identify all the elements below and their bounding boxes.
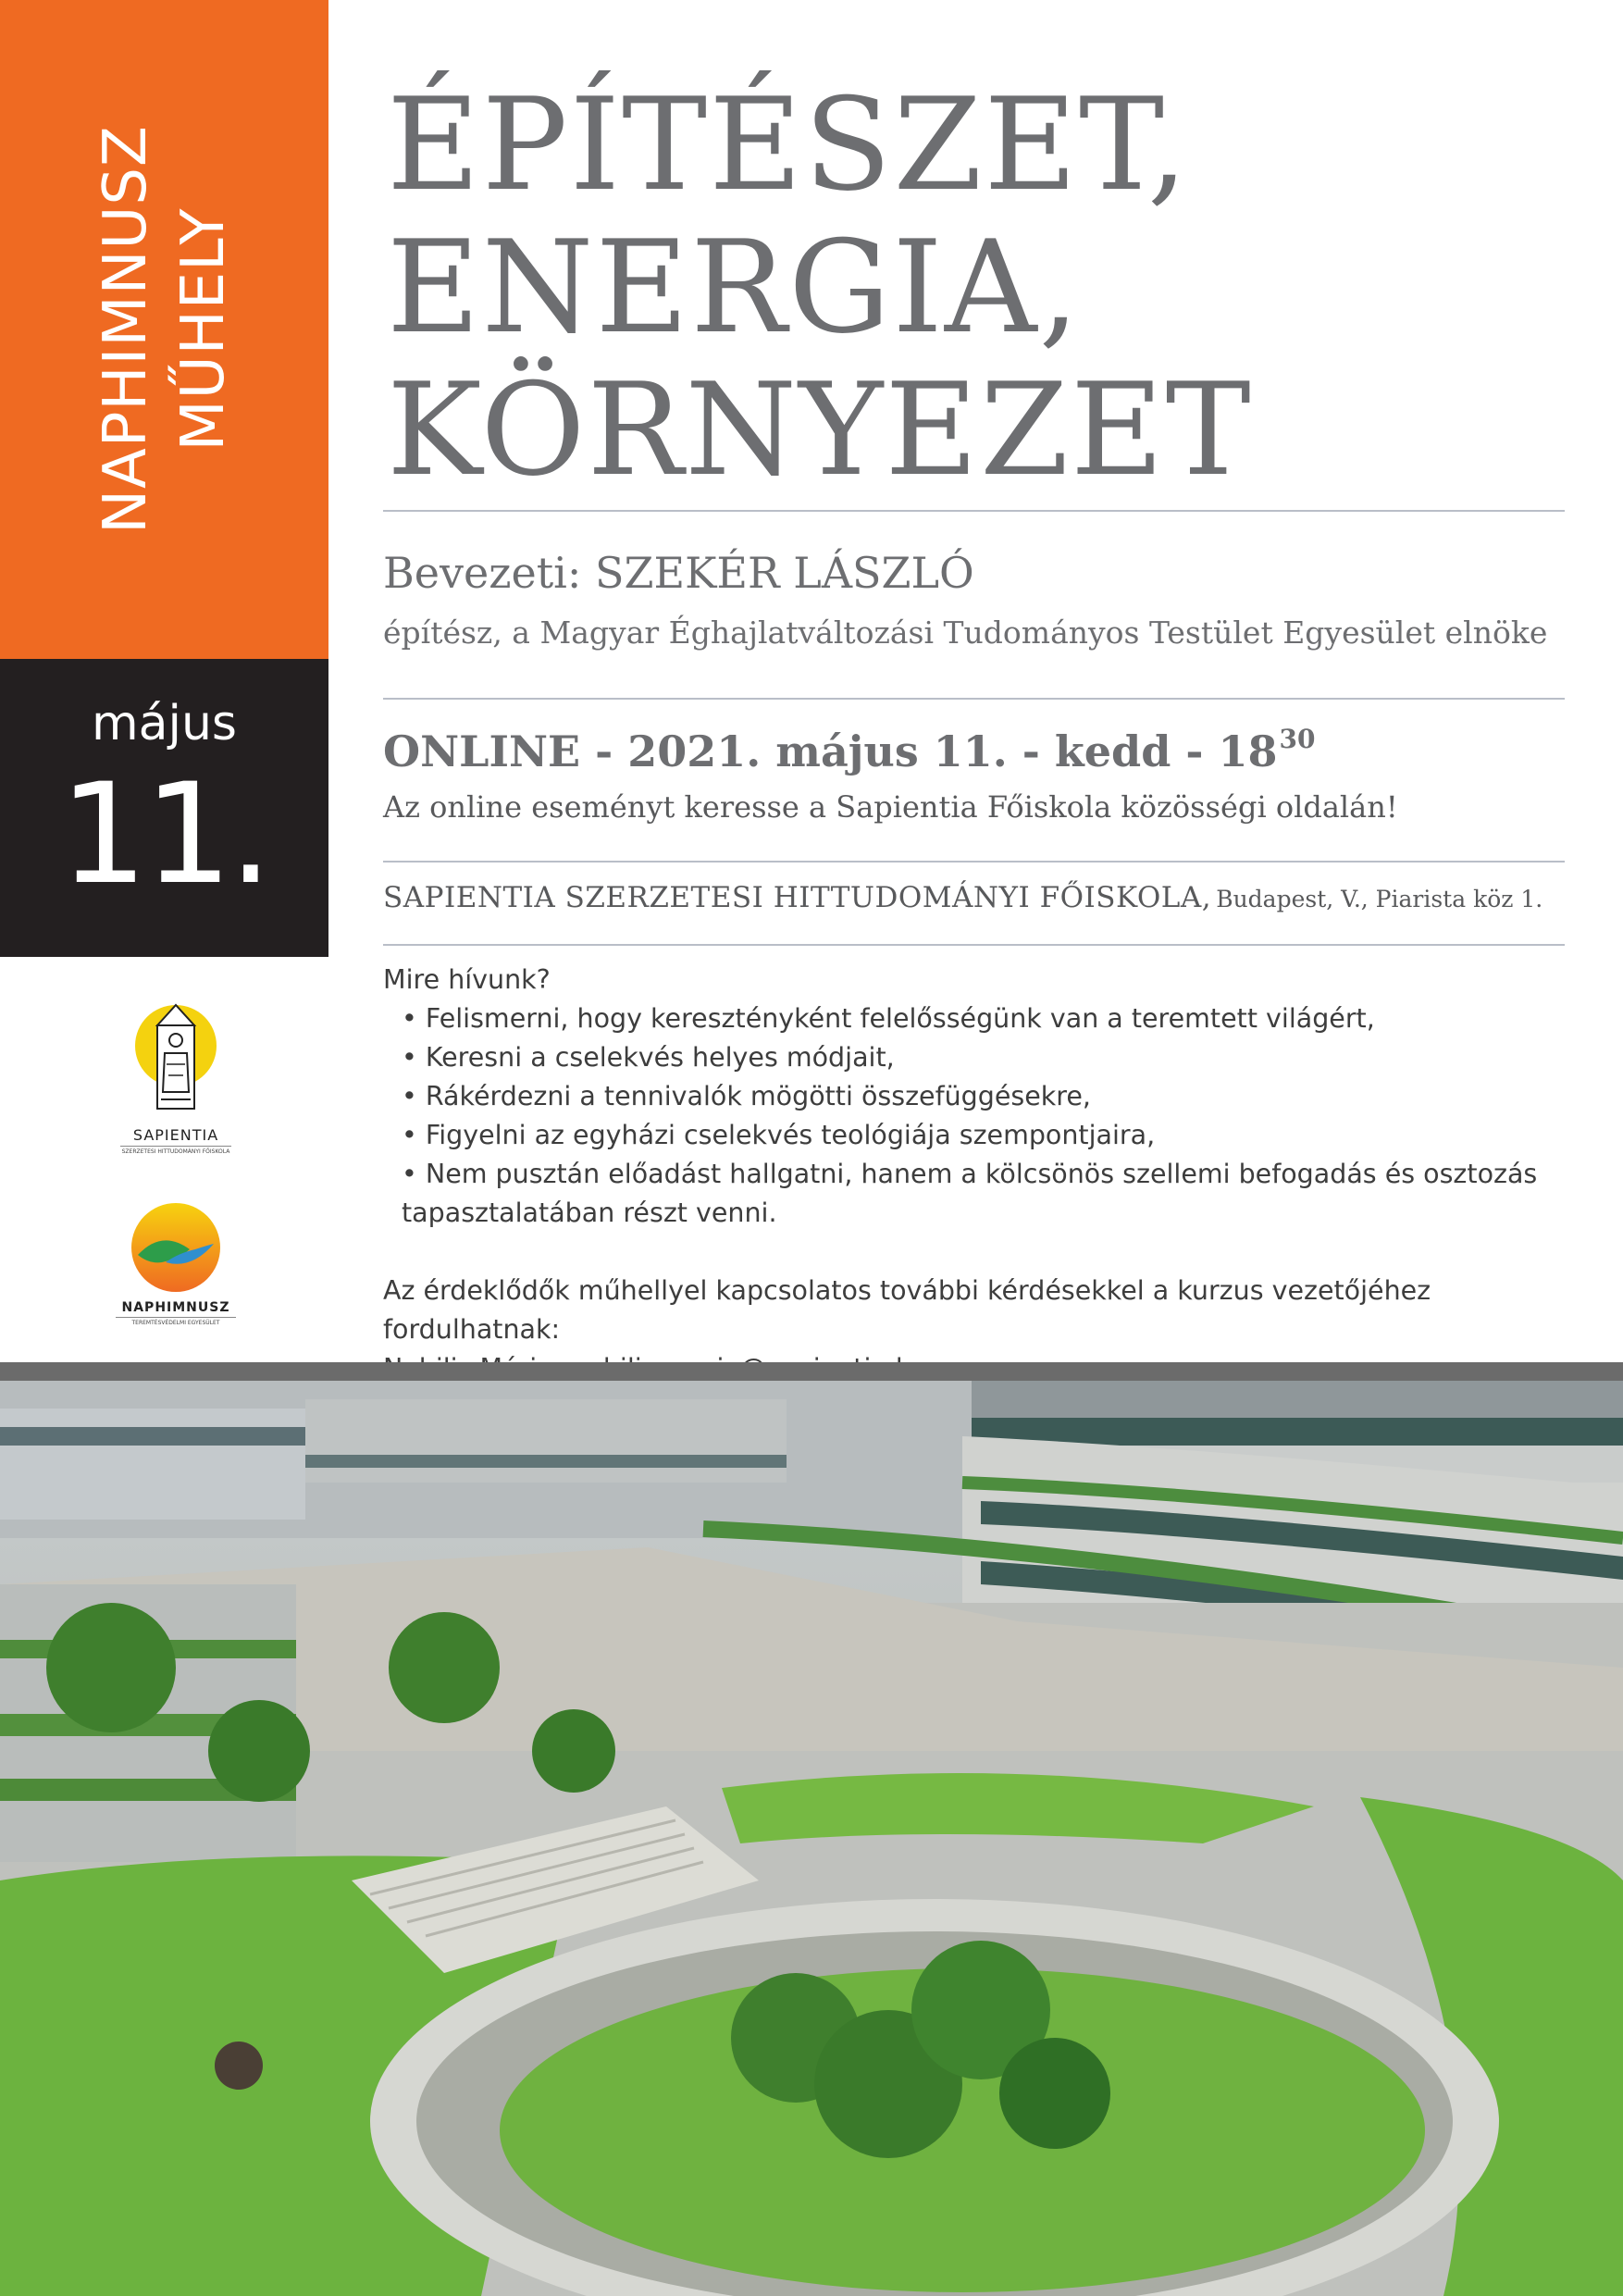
- naphimnusz-logo-caption: NAPHIMNUSZ: [121, 1300, 230, 1315]
- sapientia-logo-caption: SAPIENTIA: [132, 1126, 219, 1144]
- invitation-question: Mire hívunk?: [383, 964, 551, 995]
- event-datetime-text: ONLINE - 2021. május 11. - kedd - 18: [383, 726, 1278, 776]
- introducer-description: építész, a Magyar Éghajlatváltozási Tudományos Testület Egyesület elnöke: [383, 614, 1548, 651]
- list-item: • Rákérdezni a tennivalók mögötti összefüggésekre,: [402, 1077, 1586, 1116]
- date-block: [0, 659, 328, 957]
- naphimnusz-logo: [116, 1201, 236, 1326]
- divider: [383, 861, 1565, 863]
- venue: [383, 881, 1542, 914]
- workshop-vertical-title: [0, 0, 328, 659]
- title-line-3: KÖRNYEZET: [387, 355, 1253, 504]
- event-datetime: [383, 724, 1315, 776]
- date-month: május: [91, 696, 237, 751]
- invitation-text: [383, 961, 1586, 1388]
- list-item: • Figyelni az egyházi cselekvés teológiája szempontjaira,: [402, 1116, 1586, 1155]
- event-online-note: Az online eseményt keresse a Sapientia Főiskola közösségi oldalán!: [383, 789, 1398, 825]
- sapientia-emblem-icon: [130, 999, 222, 1120]
- workshop-name: NAPHIMNUSZ: [91, 125, 160, 534]
- page-title: [387, 70, 1253, 504]
- naphimnusz-emblem-icon: [125, 1201, 227, 1294]
- event-time-minutes: 30: [1279, 724, 1316, 754]
- venue-name: SAPIENTIA SZERZETESI HITTUDOMÁNYI FŐISKOLA,: [383, 881, 1212, 914]
- date-day: 11.: [59, 754, 269, 915]
- list-item: • Felismerni, hogy keresztényként felelősségünk van a teremtett világért,: [402, 999, 1586, 1038]
- title-line-1: ÉPÍTÉSZET,: [387, 70, 1190, 219]
- list-item: • Nem pusztán előadást hallgatni, hanem a kölcsönös szellemi befogadás és osztozás: [402, 1155, 1586, 1194]
- photo-top-bar: [0, 1362, 1623, 1381]
- campus-illustration: [0, 1362, 1623, 2296]
- campus-photo: [0, 1362, 1623, 2296]
- title-line-2: ENERGIA,: [387, 213, 1082, 362]
- invitation-list: [383, 999, 1586, 1194]
- venue-address: Budapest, V., Piarista köz 1.: [1216, 886, 1543, 912]
- contact-line: Az érdeklődők műhellyel kapcsolatos további kérdésekkel a kurzus vezetőjéhez fordulhatnak:: [383, 1275, 1431, 1345]
- sapientia-logo-subcaption: SZERZETESI HITTUDOMÁNYI FŐISKOLA: [120, 1146, 231, 1155]
- sapientia-logo: [120, 999, 231, 1155]
- workshop-type: MŰHELY: [168, 207, 238, 452]
- naphimnusz-logo-subcaption: TEREMTÉSVÉDELMI EGYESÜLET: [116, 1317, 236, 1326]
- list-item: • Keresni a cselekvés helyes módjait,: [402, 1038, 1586, 1077]
- list-item-continuation: tapasztalatában részt venni.: [402, 1198, 777, 1228]
- divider: [383, 944, 1565, 946]
- introducer: Bevezeti: SZEKÉR LÁSZLÓ: [383, 548, 974, 598]
- divider: [383, 698, 1565, 700]
- divider: [383, 510, 1565, 512]
